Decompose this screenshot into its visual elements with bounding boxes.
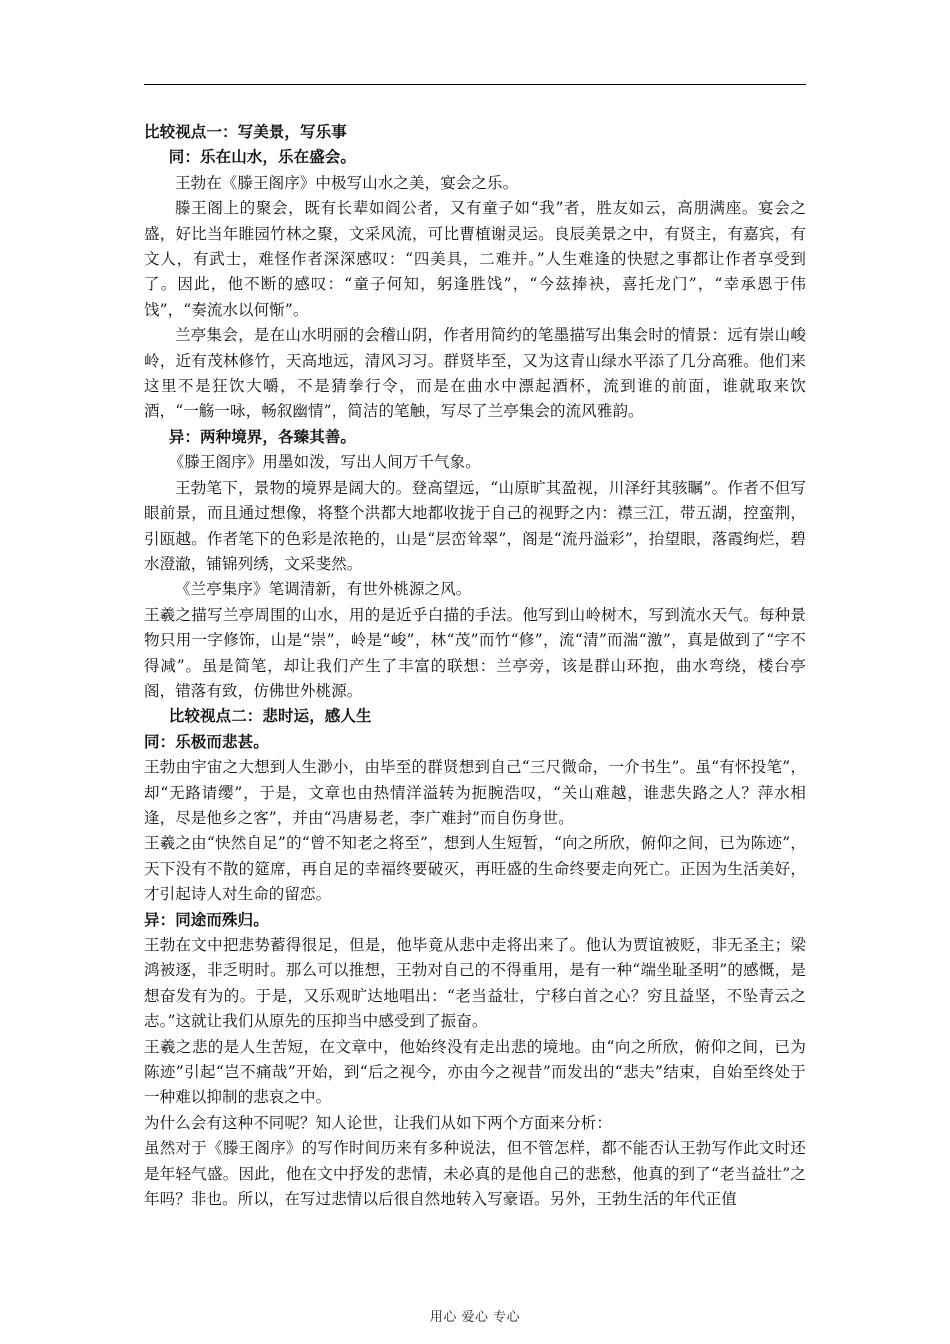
- paragraph: 为什么会有这种不同呢？知人论世，让我们从如下两个方面来分析：: [144, 1113, 613, 1132]
- paragraph: 兰亭集会，是在山水明丽的会稽山阴，作者用简约的笔墨描写出集会时的情景：远有崇山峻岭，近有茂林修竹，天高地远，清风习习。群贤毕至，又为这青山绿水平添了几分高雅。他们来这里不是狂饮大嚼，不是猜拳行令，而是在曲水中漂起酒杯，流到谁的前面，谁就取来饮酒，“一觞一咏，畅叙幽情”，简洁的笔触，写尽了兰亭集会的流风雅韵。: [144, 326, 806, 421]
- subheading-same-1: 同：乐在山水，乐在盛会。: [168, 148, 356, 167]
- paragraph: 虽然对于《滕王阁序》的写作时间历来有多种说法，但不管怎样，都不能否认王勃写作此文时还是年轻气盛。因此，他在文中抒发的悲情，未必真的是他自己的悲愁，他真的到了“老当益壮”之年吗？非也。所以，在写过悲情以后很自然地转入写豪语。另外，王勃生活的年代正值: [144, 1139, 806, 1209]
- subheading-diff-2: 异：同途而殊归。: [144, 910, 269, 929]
- paragraph: 王勃在《滕王阁序》中极写山水之美，宴会之乐。: [175, 173, 519, 192]
- section-heading-1: 比较视点一：写美景，写乐事: [144, 123, 347, 141]
- paragraph: 王羲之描写兰亭周围的山水，用的是近乎白描的手法。他写到山岭树木，写到流水天气。每种景物只用一字修饰，山是“崇”，岭是“峻”，林“茂”而竹“修”，流“清”而湍“激”，真是做到了“字不得减”。虽是简笔，却让我们产生了丰富的联想：兰亭旁，该是群山环抱，曲水弯绕，楼台亭阁，错落有致，仿佛世外桃源。: [144, 605, 806, 700]
- page-footer: 用心 爱心 专心: [429, 1310, 521, 1325]
- paragraph: 《滕王阁序》用墨如泼，写出人间万千气象。: [168, 453, 481, 472]
- paragraph: 王羲之由“快然自足”的“曾不知老之将至”，想到人生短暂，“向之所欣，俯仰之间，已为陈迹”，天下没有不散的筵席，再自足的幸福终要破灭，再旺盛的生命终要走向死亡。正因为生活美好，才引起诗人对生命的留恋。: [144, 834, 806, 904]
- paragraph: 《兰亭集序》笔调清新，有世外桃源之风。: [175, 580, 472, 599]
- header-rule: [144, 84, 806, 85]
- paragraph: 王羲之悲的是人生苦短，在文章中，他始终没有走出悲的境地。由“向之所欣，俯仰之间，已为陈迹”引起“岂不痛哉”开始，到“后之视今，亦由今之视昔”而发出的“悲夫”结束，自始至终处于一种难以抑制的悲哀之中。: [144, 1037, 806, 1107]
- subheading-diff-1: 异：两种境界，各臻其善。: [168, 427, 356, 446]
- paragraph: 王勃在文中把悲势蓄得很足，但是，他毕竟从悲中走将出来了。他认为贾谊被贬，非无圣主；梁鸿被逐，非乏明时。那么可以推想，王勃对自己的不得重用，是有一种“端坐耻圣明”的感慨，是想奋发有为的。于是，又乐观旷达地唱出：“老当益壮，宁移白首之心？穷且益坚，不坠青云之志。”这就让我们从原先的压抑当中感受到了振奋。: [144, 936, 806, 1031]
- document-body: [144, 120, 806, 1212]
- paragraph: 王勃笔下，景物的境界是阔大的。登高望远，“山原旷其盈视，川泽纡其骇瞩”。作者不但写眼前景，而且通过想像，将整个洪都大地都收拢于自己的视野之内：襟三江，带五湖，控蛮荆，引瓯越。作者笔下的色彩是浓艳的，山是“层峦耸翠”，阁是“流丹溢彩”，抬望眼，落霞绚烂，碧水澄澈，铺锦列绣，文采斐然。: [144, 478, 806, 573]
- section-heading-2: 比较视点二：悲时运，感人生: [168, 707, 372, 726]
- paragraph: 滕王阁上的聚会，既有长辈如阎公者，又有童子如“我”者，胜友如云，高朋满座。宴会之盛，好比当年睢园竹林之聚，文采风流，可比曹植谢灵运。良辰美景之中，有贤主，有嘉宾，有文人，有武士，难怪作者深深感叹：“四美具，二难并。”人生难逢的快慰之事都让作者享受到了。因此，他不断的感叹：“童子何知，躬逢胜饯”，“今兹捧袂，喜托龙门”，“幸承恩于伟饯”，“奏流水以何惭”。: [144, 199, 806, 319]
- paragraph: 王勃由宇宙之大想到人生渺小，由毕至的群贤想到自己“三尺微命，一介书生”。虽“有怀投笔”，却“无路请缨”，于是，文章也由热情洋溢转为扼腕浩叹，“关山难越，谁悲失路之人？萍水相逢，尽是他乡之客”，并由“冯唐易老，李广难封”而自伤身世。: [144, 758, 806, 827]
- subheading-same-2: 同：乐极而悲甚。: [144, 732, 269, 751]
